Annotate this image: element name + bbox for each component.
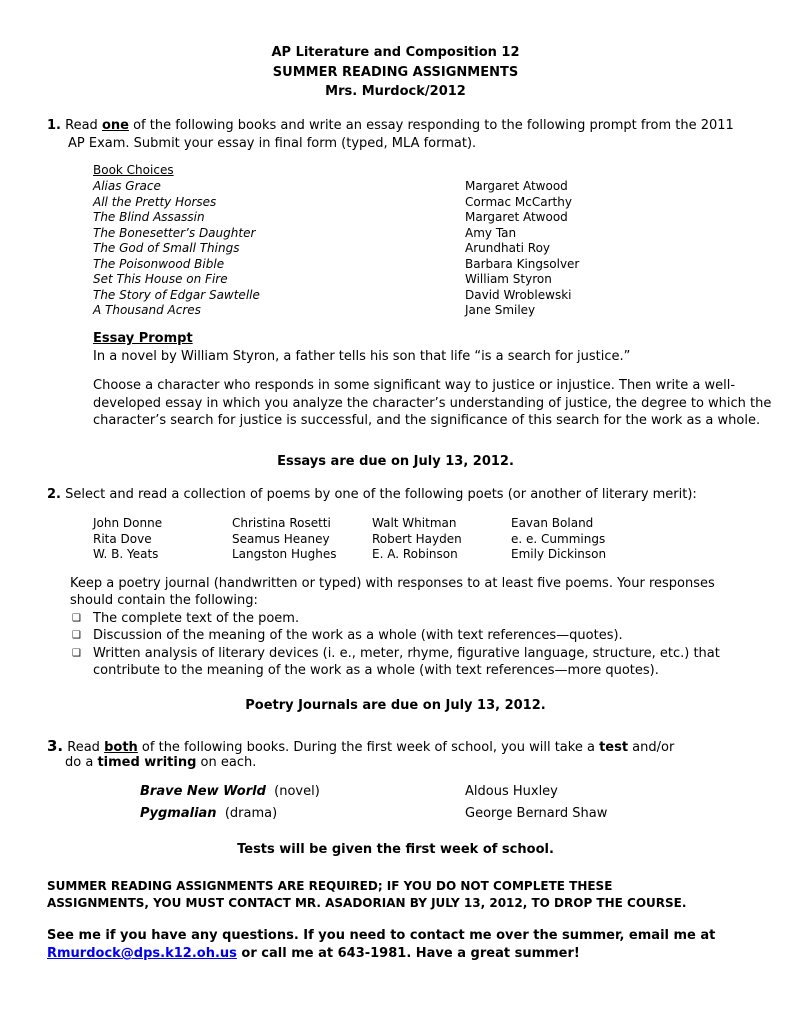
course-title: AP Literature and Composition 12: [271, 45, 520, 60]
checkbox-bullet-icon: ❑: [72, 630, 81, 641]
section-1-intro-line2: AP Exam. Submit your essay in final form (typed, MLA format).: [68, 136, 477, 151]
intro-text: and/or: [628, 740, 675, 755]
section-number: 3.: [47, 737, 64, 755]
email-link[interactable]: Rmurdock@dps.k12.oh.us: [47, 946, 237, 961]
book-title: All the Pretty Horses: [93, 194, 217, 209]
journal-paragraph-line: should contain the following:: [70, 593, 258, 608]
emphasis-timed-writing: timed writing: [97, 755, 197, 770]
intro-text: on each.: [196, 755, 257, 770]
section-2-intro: [47, 487, 697, 502]
poet-name: Christina Rosetti: [232, 516, 331, 530]
requirement-item: The complete text of the poem.: [93, 611, 300, 626]
book-title: The God of Small Things: [93, 241, 240, 255]
contact-line-2: [47, 946, 580, 961]
journal-due-date: Poetry Journals are due on July 13, 2012.: [245, 698, 546, 713]
book-title: Alias Grace: [93, 179, 161, 193]
poet-name: Walt Whitman: [372, 516, 457, 530]
required-notice-line: SUMMER READING ASSIGNMENTS ARE REQUIRED; IF YOU DO NOT COMPLETE THESE: [47, 879, 613, 893]
intro-text: of the following books and write an essay responding to the following prompt from the 2011: [128, 118, 734, 133]
book-author: Cormac McCarthy: [465, 194, 572, 209]
book-author: George Bernard Shaw: [465, 806, 608, 821]
section-1-intro: [47, 118, 734, 133]
intro-text: do a: [65, 755, 98, 770]
section-number: 2.: [47, 487, 61, 502]
checkbox-bullet-icon: ❑: [72, 648, 81, 659]
book-choices-label: Book Choices: [93, 163, 174, 177]
emphasis-one: one: [101, 118, 129, 133]
section-number: 1.: [47, 118, 61, 133]
emphasis-test: test: [599, 740, 629, 755]
poet-name: e. e. Cummings: [511, 531, 606, 546]
poet-name: Rita Dove: [93, 531, 152, 546]
required-book: [140, 784, 320, 799]
book-kind: (drama): [224, 806, 278, 821]
prompt-paragraph-line: character’s search for justice is successful, and the significance of this search for the work as a whole.: [93, 413, 761, 428]
essay-prompt-line: In a novel by William Styron, a father tells his son that life “is a search for justice.”: [93, 349, 631, 364]
section-3-intro: [47, 737, 674, 755]
essay-prompt-heading: Essay Prompt: [93, 331, 193, 346]
book-author: Barbara Kingsolver: [465, 256, 580, 271]
book-author: William Styron: [465, 272, 552, 286]
essay-due-date: Essays are due on July 13, 2012.: [277, 454, 514, 469]
book-title: A Thousand Acres: [93, 303, 201, 317]
book-title: Set This House on Fire: [93, 272, 228, 286]
emphasis-both: both: [104, 740, 138, 755]
required-notice-line: ASSIGNMENTS, YOU MUST CONTACT MR. ASADORIAN BY JULY 13, 2012, TO DROP THE COURSE.: [47, 896, 687, 910]
tests-note: Tests will be given the first week of school.: [237, 842, 554, 857]
book-title: The Poisonwood Bible: [93, 256, 225, 271]
checkbox-bullet-icon: ❑: [72, 613, 81, 624]
intro-text: Select and read a collection of poems by one of the following poets (or another of literary merit):: [65, 487, 697, 502]
journal-paragraph-line: Keep a poetry journal (handwritten or typed) with responses to at least five poems. Your responses: [70, 576, 715, 591]
book-title: Brave New World: [140, 784, 266, 799]
poet-name: Robert Hayden: [372, 531, 462, 546]
poet-name: Langston Hughes: [232, 547, 337, 561]
intro-text: Read: [65, 118, 102, 133]
assignments-title: SUMMER READING ASSIGNMENTS: [272, 65, 519, 80]
intro-text: Read: [63, 740, 105, 755]
intro-text: of the following books. During the first week of school, you will take a: [137, 740, 600, 755]
poet-name: W. B. Yeats: [93, 547, 159, 561]
book-author: Amy Tan: [465, 225, 517, 240]
book-title: The Blind Assassin: [93, 210, 205, 224]
requirement-item: Discussion of the meaning of the work as a whole (with text references—quotes).: [93, 628, 623, 643]
prompt-paragraph-line: developed essay in which you analyze the character’s understanding of justice, the degree to which the: [93, 396, 772, 411]
book-title: The Bonesetter’s Daughter: [93, 225, 256, 240]
poet-name: Seamus Heaney: [232, 531, 330, 546]
book-title: The Story of Edgar Sawtelle: [93, 287, 260, 302]
book-title: Pygmalian: [140, 806, 217, 821]
required-book: [140, 806, 277, 821]
poet-name: Emily Dickinson: [511, 547, 607, 561]
section-3-intro-line2: [65, 755, 256, 770]
prompt-paragraph-line: Choose a character who responds in some significant way to justice or injustice. Then write a well-: [93, 378, 736, 393]
poet-name: Eavan Boland: [511, 516, 594, 530]
requirement-item: contribute to the meaning of the work as a whole (with text references—more quotes).: [93, 663, 659, 678]
contact-text: or call me at 643-1981. Have a great summer!: [236, 946, 580, 961]
book-author: Margaret Atwood: [465, 179, 568, 193]
book-author: Margaret Atwood: [465, 210, 568, 224]
book-author: David Wroblewski: [465, 287, 572, 302]
book-author: Jane Smiley: [465, 303, 536, 317]
requirement-item: Written analysis of literary devices (i. e., meter, rhyme, figurative language, structure, etc.) that: [93, 646, 720, 661]
poet-name: E. A. Robinson: [372, 547, 458, 561]
book-author: Arundhati Roy: [465, 241, 551, 255]
contact-line: See me if you have any questions. If you need to contact me over the summer, email me at: [47, 928, 716, 943]
teacher-year: Mrs. Murdock/2012: [325, 84, 466, 99]
poet-name: John Donne: [93, 516, 163, 530]
book-kind: (novel): [274, 784, 320, 799]
book-author: Aldous Huxley: [465, 784, 558, 799]
